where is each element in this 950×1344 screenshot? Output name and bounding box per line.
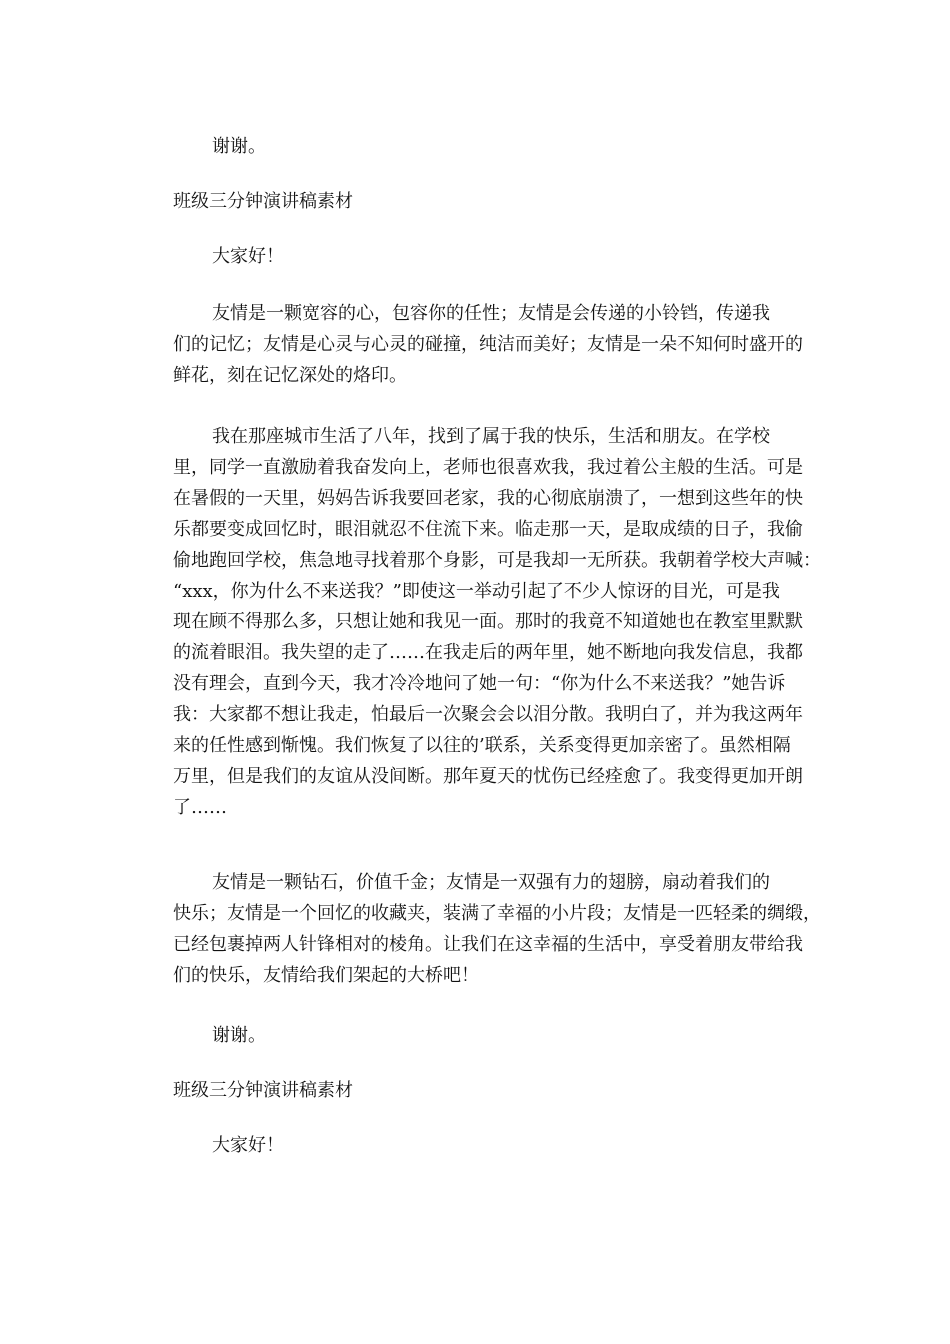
paragraph-line: 来的任性感到惭愧。我们恢复了以往的’联系，关系变得更加亲密了。虽然相隔 <box>173 735 791 757</box>
paragraph-line: 友情是一颗宽容的心，包容你的任性；友情是会传递的小铃铛，传递我 <box>212 303 770 324</box>
paragraph-line: 乐都要变成回忆时，眼泪就忍不住流下来。临走那一天，是取成绩的日子，我偷 <box>173 518 803 540</box>
paragraph-story <box>173 422 821 824</box>
paragraph-line: 万里，但是我们的友谊从没间断。那年夏天的忧伤已经痊愈了。我变得更加开朗 <box>173 765 803 787</box>
paragraph-line: 了…… <box>173 796 227 818</box>
paragraph-line: 友情是一颗钻石，价值千金；友情是一双强有力的翅膀，扇动着我们的 <box>212 872 770 893</box>
paragraph-line: 我：大家都不想让我走，怕最后一次聚会会以泪分散。我明白了，并为我这两年 <box>173 704 803 726</box>
paragraph-line: “xxx，你为什么不来送我？”即使这一举动引起了不少人惊讶的目光，可是我 <box>173 580 780 602</box>
paragraph-friendship-intro <box>173 299 809 392</box>
section-heading: 班级三分钟演讲稿素材 <box>173 1080 353 1101</box>
paragraph-line: 鲜花，刻在记忆深处的烙印。 <box>173 364 407 386</box>
paragraph-line: 在暑假的一天里，妈妈告诉我要回老家，我的心彻底崩溃了，一想到这些年的快 <box>173 487 803 509</box>
paragraph-line: 我在那座城市生活了八年，找到了属于我的快乐，生活和朋友。在学校 <box>212 426 770 447</box>
closing-text: 谢谢。 <box>212 1025 266 1046</box>
paragraph-line: 现在顾不得那么多，只想让她和我见一面。那时的我竟不知道她也在教室里默默 <box>173 611 803 633</box>
paragraph-line: 没有理会，直到今天，我才冷冷地问了她一句：“你为什么不来送我？”她告诉 <box>173 673 786 695</box>
greeting-text: 大家好！ <box>212 1135 284 1156</box>
paragraph-line: 里，同学一直激励着我奋发向上，老师也很喜欢我，我过着公主般的生活。可是 <box>173 456 803 478</box>
paragraph-line: 们的记忆；友情是心灵与心灵的碰撞，纯洁而美好；友情是一朵不知何时盛开的 <box>173 333 803 355</box>
closing-text: 谢谢。 <box>212 136 266 157</box>
section-heading: 班级三分钟演讲稿素材 <box>173 191 353 212</box>
paragraph-line: 的流着眼泪。我失望的走了……在我走后的两年里，她不断地向我发信息，我都 <box>173 642 803 664</box>
paragraph-line: 偷地跑回学校，焦急地寻找着那个身影，可是我却一无所获。我朝着学校大声喊： <box>173 549 821 571</box>
paragraph-line: 已经包裹掉两人针锋相对的棱角。让我们在这幸福的生活中，享受着朋友带给我 <box>173 933 803 955</box>
paragraph-line: 们的快乐，友情给我们架起的大桥吧！ <box>173 964 479 986</box>
paragraph-line: 快乐；友情是一个回忆的收藏夹，装满了幸福的小片段；友情是一匹轻柔的绸缎， <box>173 902 821 924</box>
paragraph-friendship-outro <box>173 868 821 992</box>
greeting-text: 大家好！ <box>212 246 284 267</box>
